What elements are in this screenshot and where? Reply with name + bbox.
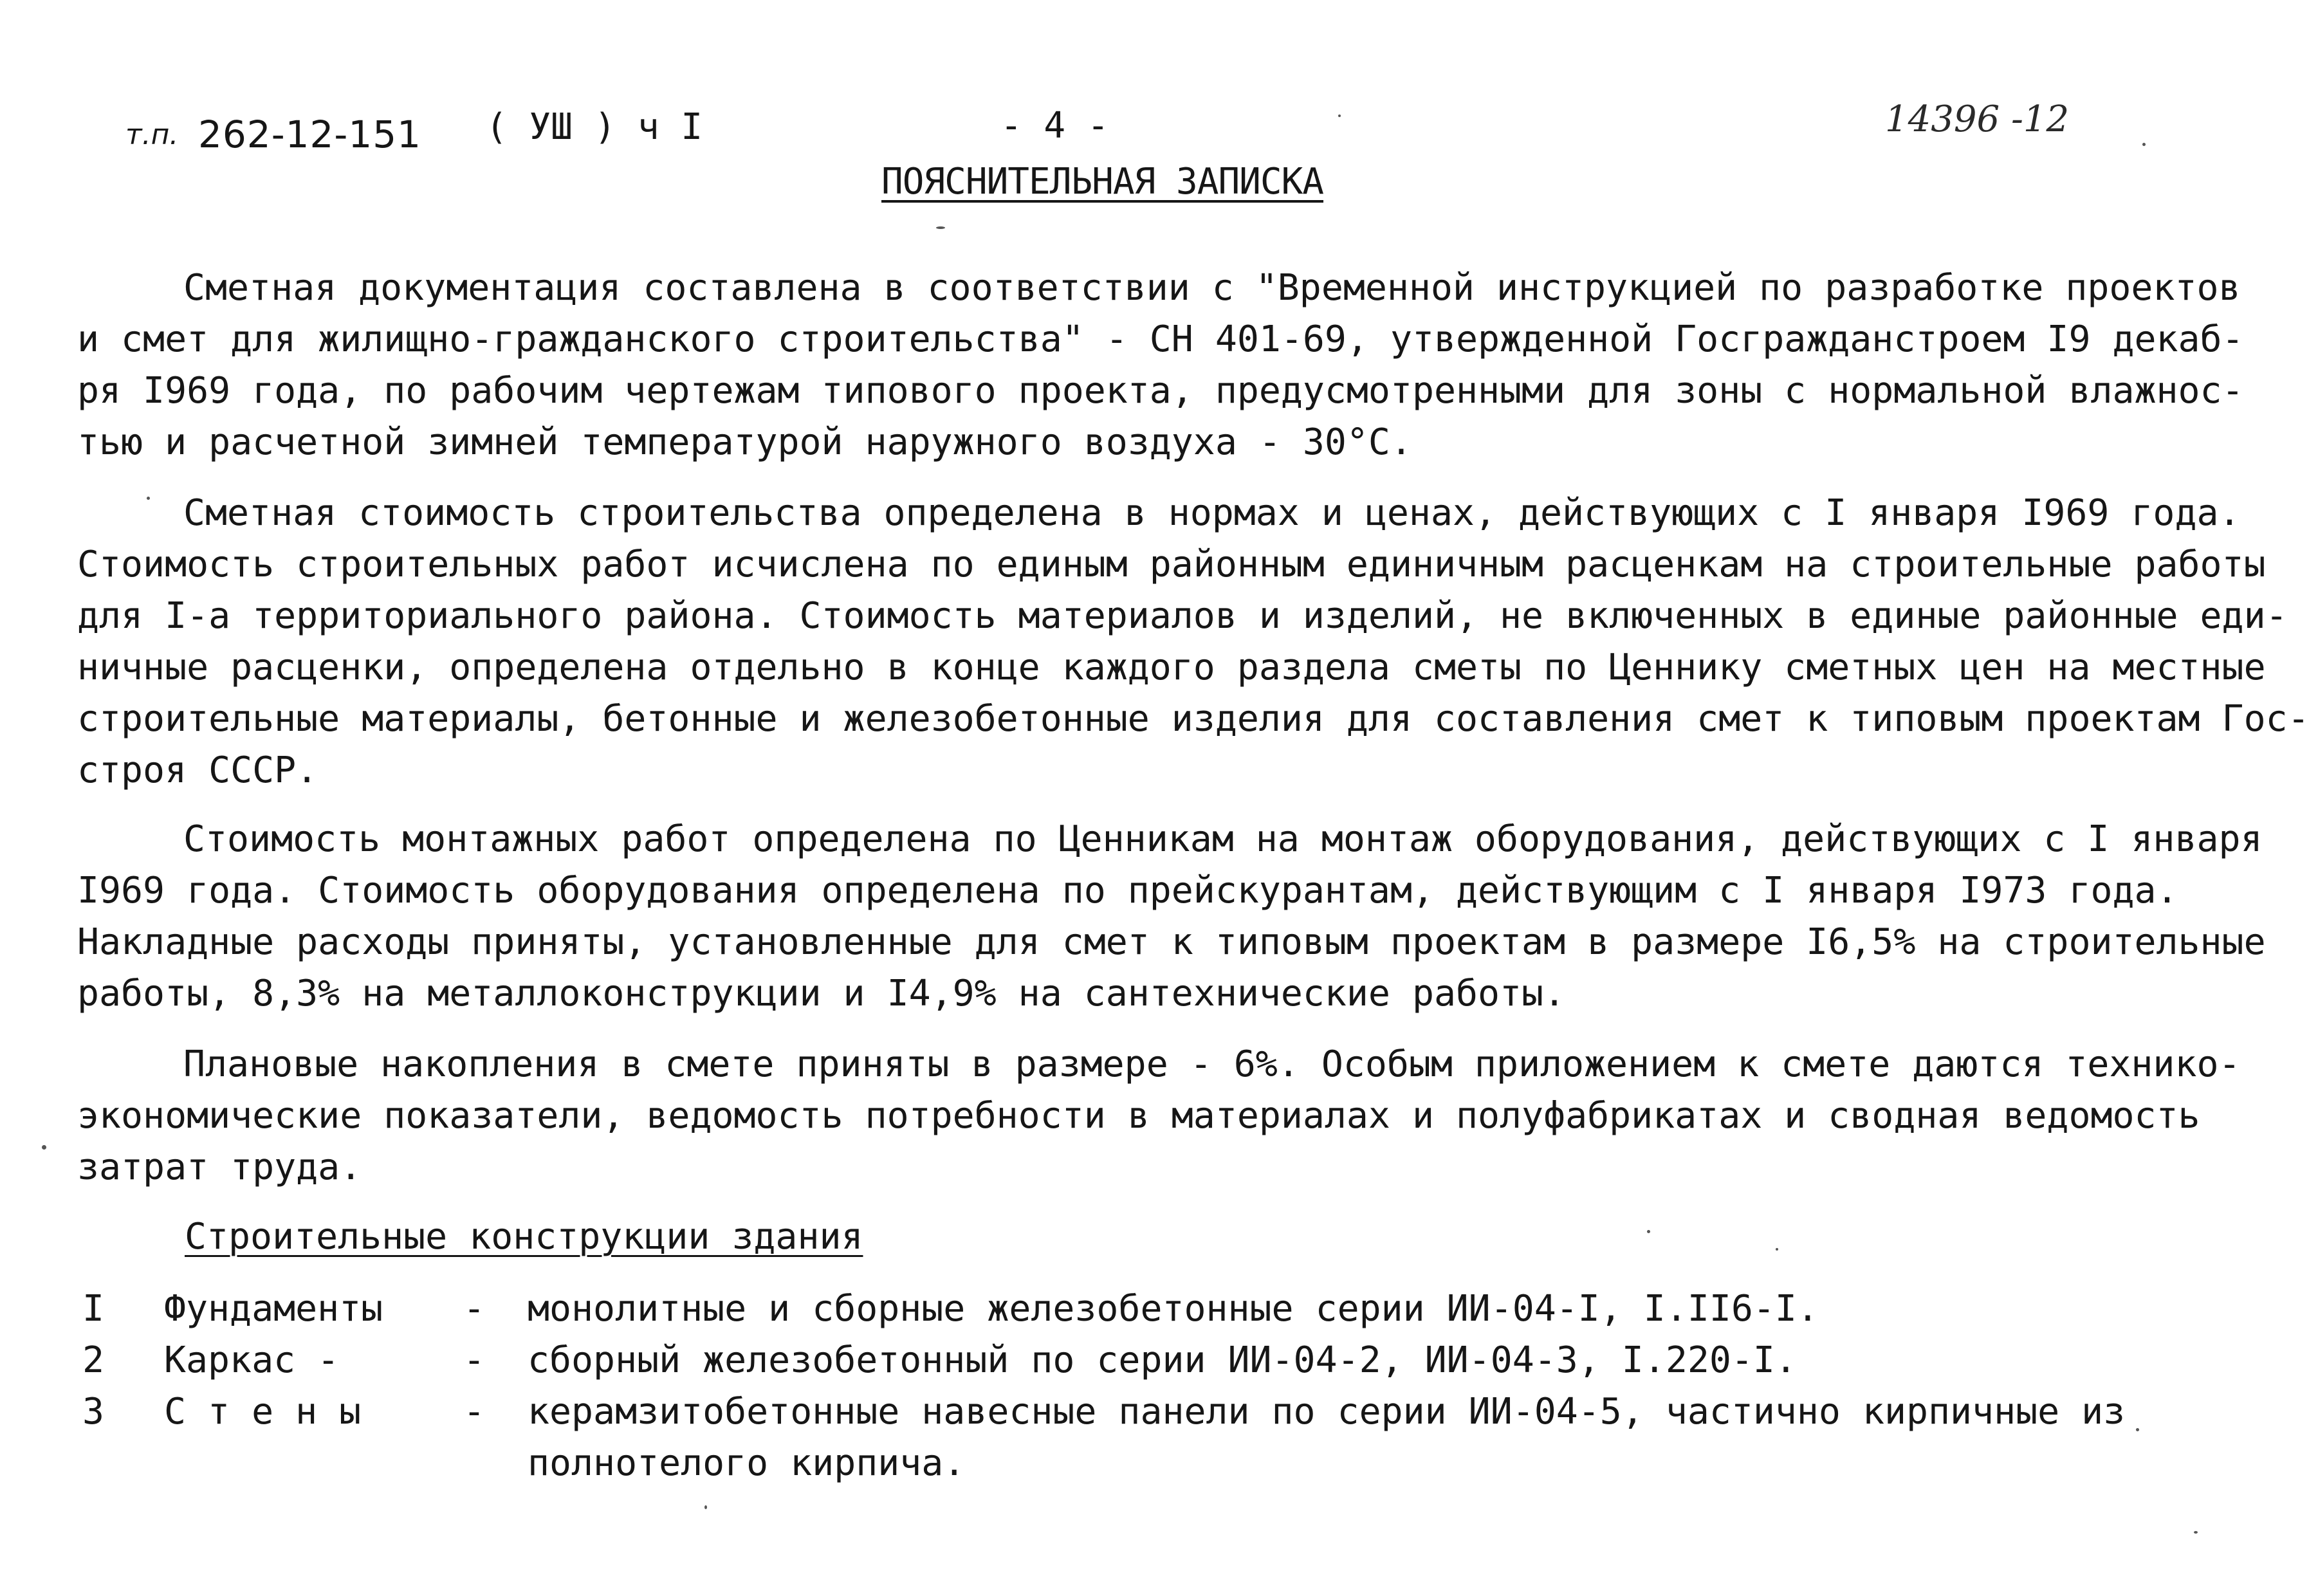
list-item [77, 1386, 2265, 1489]
paragraph-line: для I-а территориального района. Стоимость материалов и изделий, не включенных в единые районные еди- [77, 595, 2288, 637]
list-item [77, 1283, 2265, 1335]
paragraph-line: Сметная документация составлена в соответствии с "Временной инструкцией по разработке проектов [183, 267, 2241, 309]
paragraph-line: Стоимость строительных работ исчислена по единым районным единичным расценкам на строительные работы [77, 544, 2266, 585]
paragraph-installation-costs [77, 814, 2265, 1020]
item-number: 3 [82, 1391, 105, 1433]
item-description: монолитные и сборные железобетонные серии ИИ-04-I, I.II6-I. [528, 1288, 1819, 1330]
archive-number: 14396 -12 [1885, 98, 2070, 140]
scan-speck [147, 497, 150, 500]
item-number: I [82, 1288, 105, 1330]
item-description: керамзитобетонные навесные панели по серии ИИ-04-5, частично кирпичные из [528, 1391, 2126, 1433]
volume-label: ( УШ ) ч I [486, 106, 703, 148]
paragraph-line: I969 года. Стоимость оборудования определена по прейскурантам, действующим с I января I973 года. [77, 870, 2178, 912]
construction-items-list [77, 1283, 2265, 1489]
item-name: Фундаменты [164, 1288, 383, 1330]
scan-speck [1647, 1230, 1650, 1233]
paragraph-line: строительные материалы, бетонные и железобетонные изделия для составления смет к типовым проектам Гос- [77, 698, 2310, 740]
paragraph-line: Стоимость монтажных работ определена по Ценникам на монтаж оборудования, действующих с I января [183, 818, 2263, 860]
paragraph-line: ря I969 года, по рабочим чертежам типового проекта, предусмотренными для зоны с нормальной влажнос- [77, 370, 2244, 412]
paragraph-planned-savings [77, 1039, 2265, 1193]
paragraph-line: экономические показатели, ведомость потребности в материалах и полуфабрикатах и сводная ведомость [77, 1095, 2200, 1137]
paragraph-line: Плановые накопления в смете приняты в размере - 6%. Особым приложением к смете даются технико- [183, 1043, 2241, 1085]
paragraph-cost-norms [77, 488, 2310, 796]
item-number: 2 [82, 1339, 105, 1381]
item-name: Каркас - [164, 1339, 340, 1381]
paragraph-line: затрат труда. [77, 1146, 362, 1188]
scan-speck [42, 1145, 46, 1150]
item-description: сборный железобетонный по серии ИИ-04-2, ИИ-04-3, I.220-I. [528, 1339, 1797, 1381]
paragraph-line: Сметная стоимость строительства определена в нормах и ценах, действующих с I января I969 года. [183, 492, 2241, 534]
scan-speck [1338, 115, 1341, 117]
paragraph-estimate-basis [77, 262, 2265, 468]
project-prefix: т.п. [125, 118, 179, 151]
list-item [77, 1335, 2265, 1386]
section-heading: Строительные конструкции здания [185, 1216, 863, 1258]
item-description-continuation: полнотелого кирпича. [528, 1442, 966, 1484]
paragraph-line: работы, 8,3% на металлоконструкции и I4,9% на сантехнические работы. [77, 973, 1566, 1014]
scan-speck [936, 226, 945, 229]
paragraph-line: ничные расценки, определена отдельно в конце каждого раздела сметы по Ценнику сметных цен на местные [77, 647, 2266, 688]
item-dash: - [463, 1391, 486, 1433]
paragraph-line: и смет для жилищно-гражданского строительства" - СН 401-69, утвержденной Госгражданстроем I9 декаб- [77, 318, 2244, 360]
scan-speck [704, 1505, 707, 1509]
scan-speck [2194, 1531, 2198, 1534]
item-dash: - [463, 1288, 486, 1330]
item-name: С т е н ы [164, 1391, 362, 1433]
scan-speck [2142, 143, 2146, 146]
item-dash: - [463, 1339, 486, 1381]
scan-speck [1776, 1248, 1778, 1251]
project-code: 262-12-151 [198, 113, 422, 156]
paragraph-line: тью и расчетной зимней температурой наружного воздуха - 30°С. [77, 421, 1412, 463]
paragraph-line: строя СССР. [77, 749, 318, 791]
scan-speck [2136, 1428, 2139, 1431]
paragraph-line: Накладные расходы приняты, установленные для смет к типовым проектам в размере I6,5% на строительные [77, 921, 2266, 963]
document-title: ПОЯСНИТЕЛЬНАЯ ЗАПИСКА [881, 161, 1324, 203]
page-number: - 4 - [1000, 105, 1109, 147]
